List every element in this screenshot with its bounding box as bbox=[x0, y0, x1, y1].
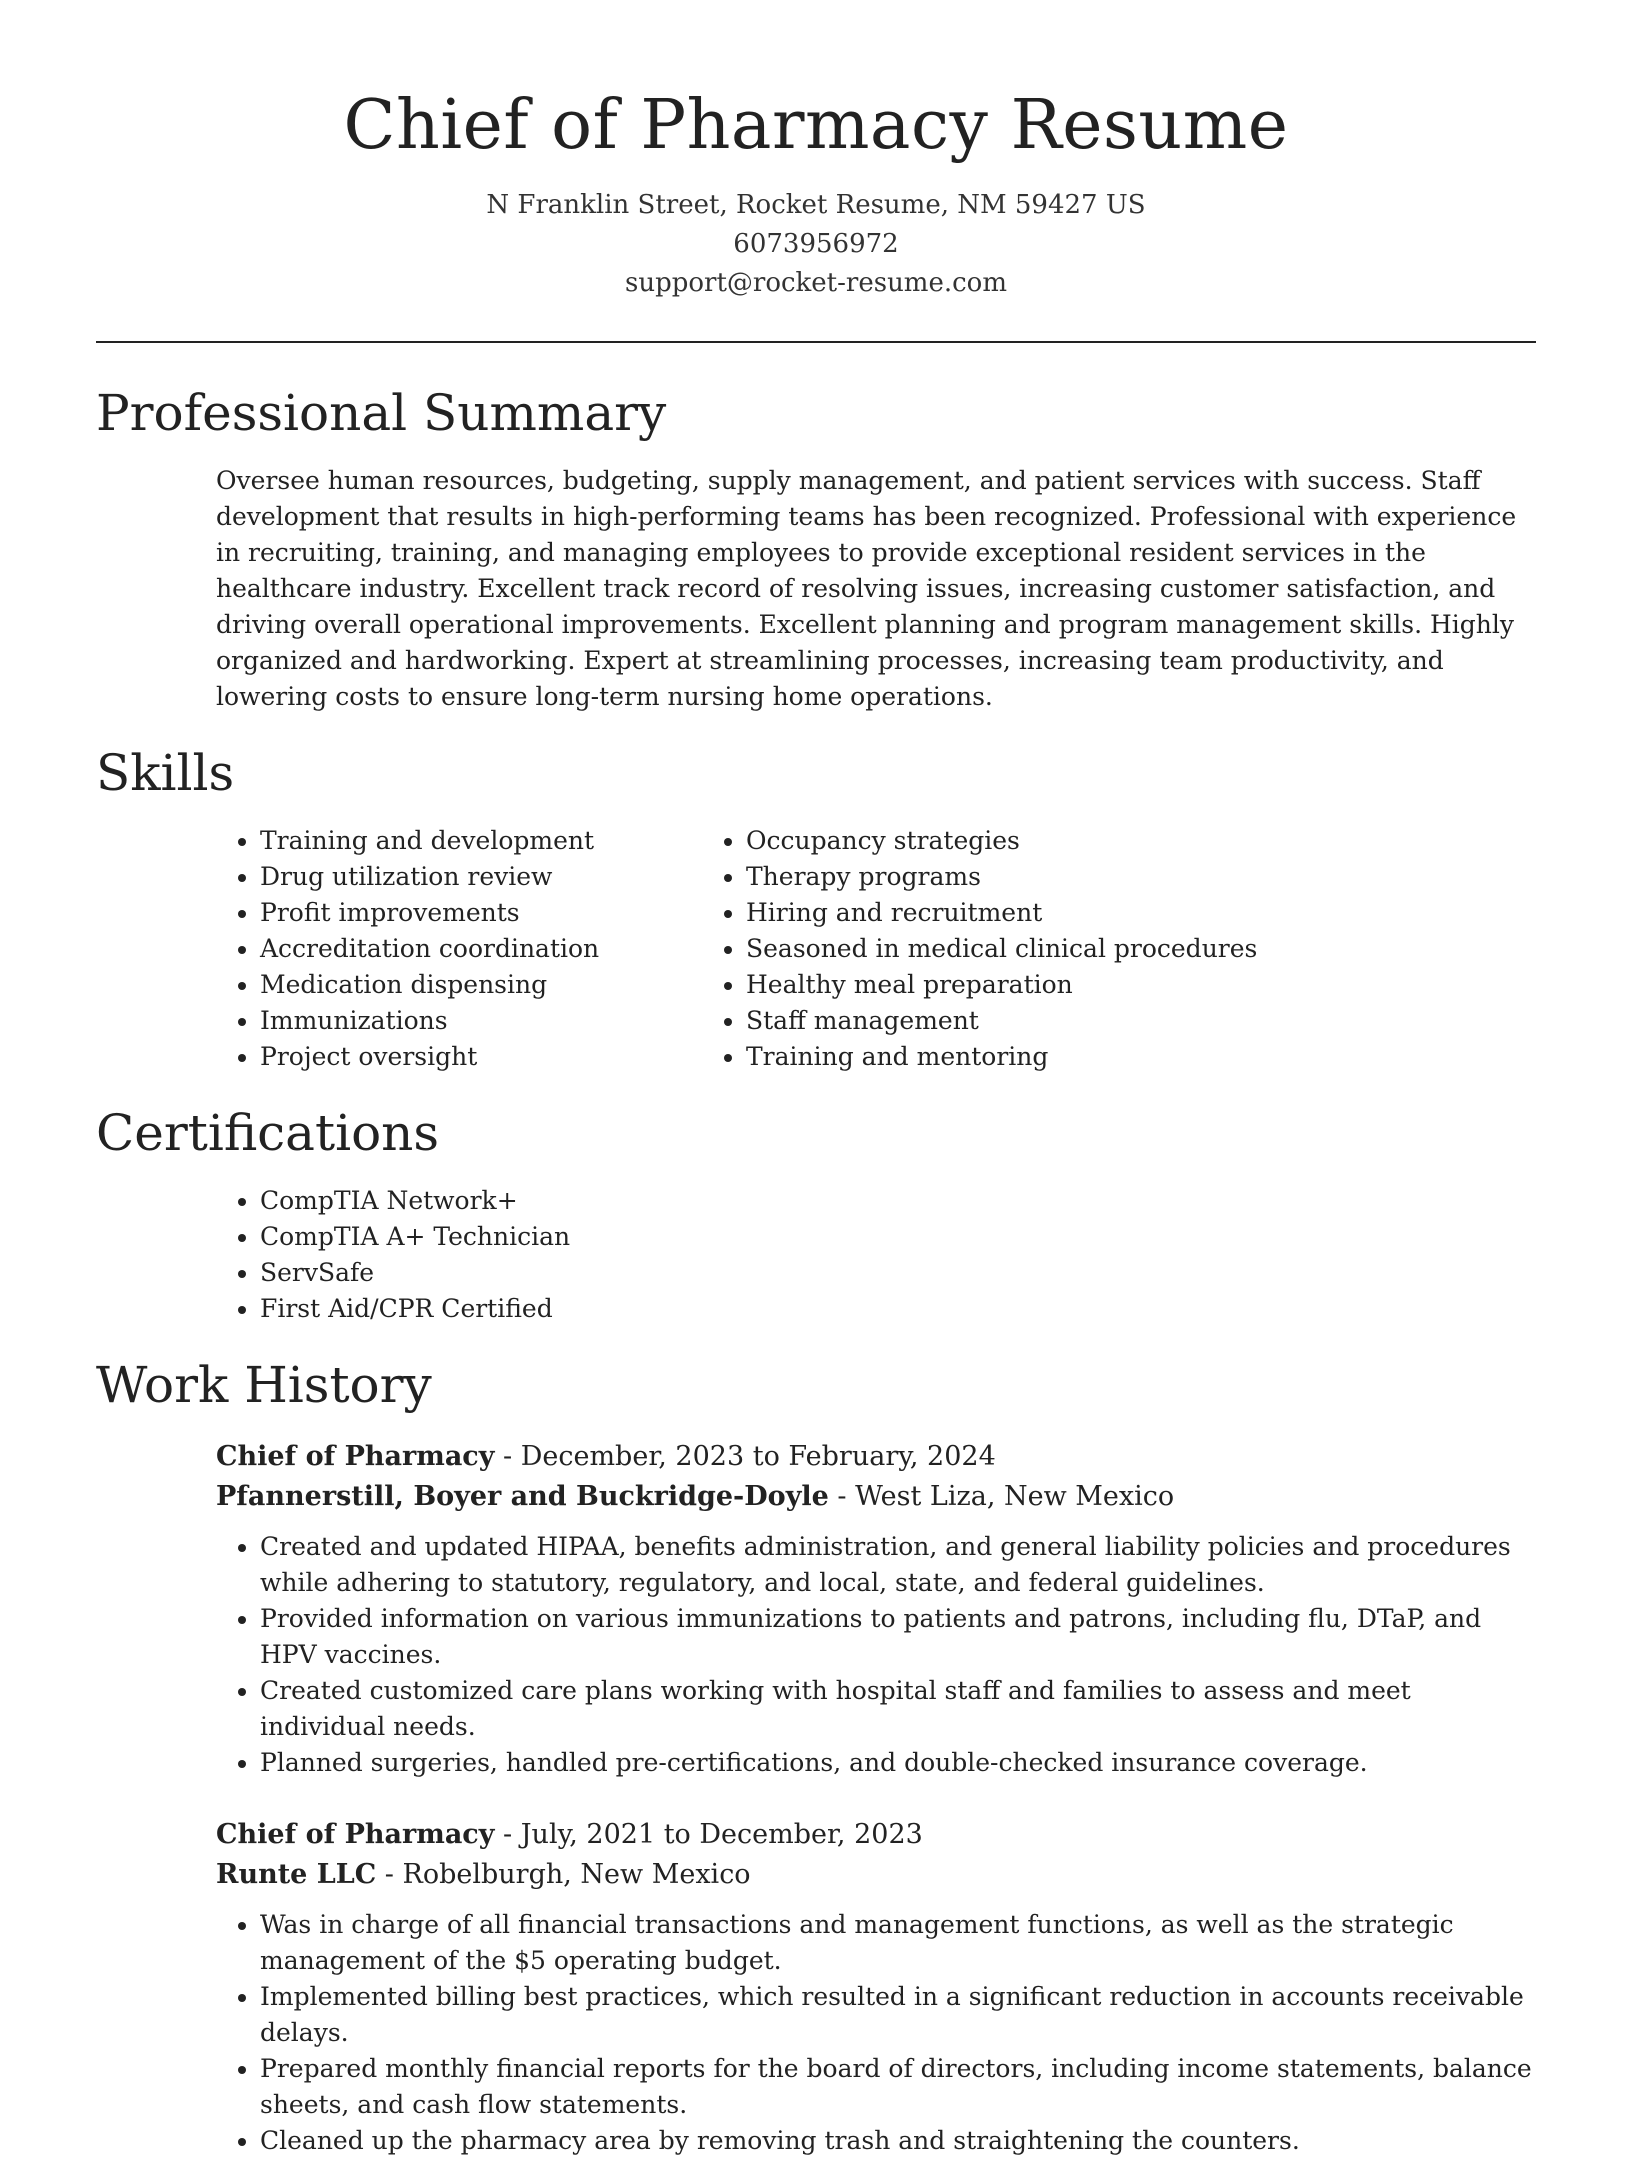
skills-column-right bbox=[582, 823, 1266, 1075]
certification-item: • ServSafe bbox=[260, 1255, 1536, 1291]
skill-item: • Training and development bbox=[260, 823, 746, 859]
job-bullet: • Cleaned up the pharmacy area by removing trash and straightening the counters. bbox=[260, 2123, 1536, 2159]
job-company-line bbox=[216, 1477, 1536, 1517]
resume-title: Chief of Pharmacy Resume bbox=[343, 86, 1289, 165]
job-bullet: • Created and updated HIPAA, benefits administration, and general liability policies and procedures while adhering to statutory, regulatory, and local, state, and federal guidelines. bbox=[260, 1529, 1536, 1601]
skill-item: • Therapy programs bbox=[746, 859, 1266, 895]
skill-item: • Seasoned in medical clinical procedures bbox=[746, 931, 1266, 967]
skill-item: • Staff management bbox=[746, 1003, 1266, 1039]
job-company: Pfannerstill, Boyer and Buckridge-Doyle bbox=[216, 1481, 829, 1512]
job-location: - West Liza, New Mexico bbox=[828, 1481, 1175, 1512]
summary-text: Oversee human resources, budgeting, supply management, and patient services with success. Staff development that results in high-performing teams has been recognized. Professional with experience in recruiting, training, and managing employees to provide exceptional resident services in the healthcare industry. Excellent track record of resolving issues, increasing customer satisfaction, and driving overall operational improvements. Excellent planning and program management skills. Highly organized and hardworking. Expert at streamlining processes, increasing team productivity, and lowering costs to ensure long-term nursing home operations. bbox=[216, 466, 1517, 711]
work-history-heading: Work History bbox=[96, 1356, 432, 1414]
job-bullet: • Planned surgeries, handled pre-certifications, and double-checked insurance coverage. bbox=[260, 1745, 1536, 1781]
job-company: Runte LLC bbox=[216, 1859, 377, 1890]
header-divider bbox=[96, 341, 1536, 343]
resume-page bbox=[96, 0, 1536, 2159]
job-header bbox=[216, 1437, 1536, 1517]
job-company-line bbox=[216, 1855, 1536, 1895]
skill-item: • Immunizations bbox=[260, 1003, 746, 1039]
skill-item: • Occupancy strategies bbox=[746, 823, 1266, 859]
summary-heading: Professional Summary bbox=[96, 384, 667, 442]
job-bullet: • Prepared monthly financial reports for the board of directors, including income statements, balance sheets, and cash flow statements. bbox=[260, 2051, 1536, 2123]
skill-item: • Profit improvements bbox=[260, 895, 746, 931]
certification-item: • CompTIA A+ Technician bbox=[260, 1219, 1536, 1255]
job-title-line bbox=[216, 1815, 1536, 1855]
certifications-heading: Certifications bbox=[96, 1104, 440, 1162]
job-bullets bbox=[216, 1529, 1536, 1781]
job-location: - Robelburgh, New Mexico bbox=[376, 1859, 751, 1890]
job-entry bbox=[216, 1437, 1536, 1781]
contact-address: N Franklin Street, Rocket Resume, NM 59427 US bbox=[486, 190, 1146, 220]
skill-item: • Hiring and recruitment bbox=[746, 895, 1266, 931]
certification-item: • First Aid/CPR Certified bbox=[260, 1291, 1536, 1327]
job-bullets bbox=[216, 1907, 1536, 2159]
job-bullet: • Implemented billing best practices, which resulted in a significant reduction in accounts receivable delays. bbox=[260, 1979, 1536, 2051]
job-bullet: • Was in charge of all financial transactions and management functions, as well as the strategic management of the $5 operating budget. bbox=[260, 1907, 1536, 1979]
contact-block bbox=[96, 186, 1536, 303]
job-role: Chief of Pharmacy bbox=[216, 1441, 495, 1472]
job-role: Chief of Pharmacy bbox=[216, 1819, 495, 1850]
contact-phone: 6073956972 bbox=[733, 229, 899, 259]
certifications-list bbox=[96, 1183, 1536, 1327]
job-dates: - December, 2023 to February, 2024 bbox=[494, 1441, 996, 1472]
skill-item: • Drug utilization review bbox=[260, 859, 746, 895]
job-bullet: • Created customized care plans working with hospital staff and families to assess and meet individual needs. bbox=[260, 1673, 1536, 1745]
skill-item: • Project oversight bbox=[260, 1039, 746, 1075]
job-title-line bbox=[216, 1437, 1536, 1477]
skills-heading: Skills bbox=[96, 744, 235, 802]
job-bullet: • Provided information on various immunizations to patients and patrons, including flu, DTaP, and HPV vaccines. bbox=[260, 1601, 1536, 1673]
skill-item: • Medication dispensing bbox=[260, 967, 746, 1003]
skill-item: • Accreditation coordination bbox=[260, 931, 746, 967]
contact-email: support@rocket-resume.com bbox=[624, 268, 1007, 298]
job-dates: - July, 2021 to December, 2023 bbox=[494, 1819, 923, 1850]
skills-list bbox=[96, 823, 1536, 1075]
job-entry bbox=[216, 1815, 1536, 2159]
job-header bbox=[216, 1815, 1536, 1895]
certification-item: • CompTIA Network+ bbox=[260, 1183, 1536, 1219]
skill-item: • Training and mentoring bbox=[746, 1039, 1266, 1075]
skill-item: • Healthy meal preparation bbox=[746, 967, 1266, 1003]
